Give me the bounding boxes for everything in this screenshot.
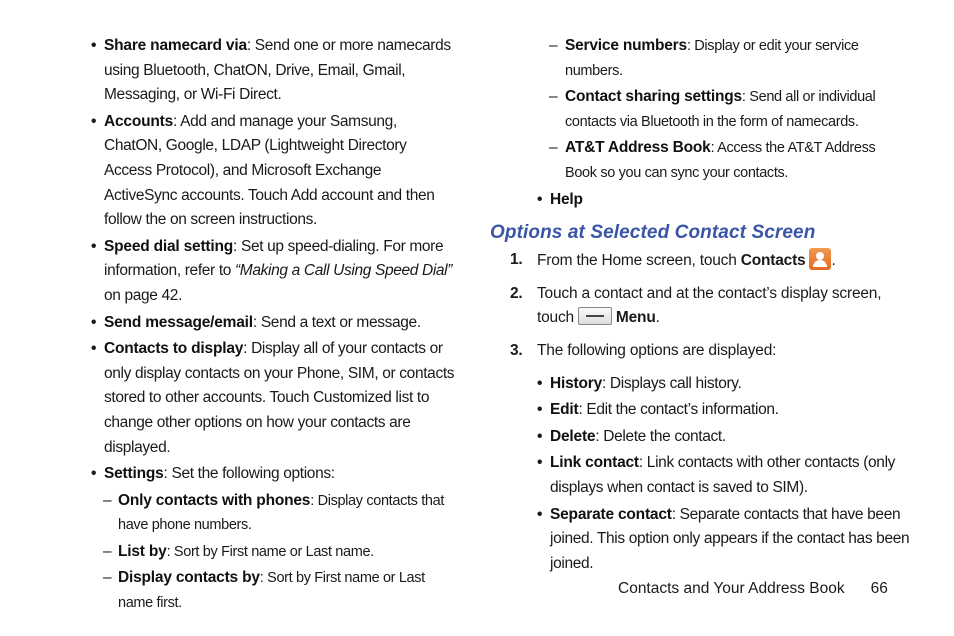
left-column [90,34,456,618]
setting-list-by: – List by: Sort by First name or Last name. [90,540,456,565]
option-delete: • Delete: Delete the contact. [490,425,910,450]
menu-key-icon [578,307,612,325]
right-column [490,34,910,578]
option-edit: • Edit: Edit the contact’s information. [490,398,910,423]
setting-only-contacts-with-phones: – Only contacts with phones: Display contacts that have phone numbers. [90,489,456,538]
option-accounts: • Accounts: Add and manage your Samsung, ChatON, Google, LDAP (Lightweight Directory Access Protocol), and Microsoft Exchange ActiveSync accounts. Touch Add account and then follow the on screen instructions. [90,110,456,233]
displayed-options-list [490,372,910,577]
setting-att-address-book: – AT&T Address Book: Access the AT&T Address Book so you can sync your contacts. [490,136,910,185]
contacts-app-icon [809,248,831,270]
option-link-contact: • Link contact: Link contacts with other contacts (only displays when contact is saved to SIM). [490,451,910,500]
step-2: 2. Touch a contact and at the contact’s display screen, touch Menu. [510,284,882,327]
option-separate-contact: • Separate contact: Separate contacts that have been joined. This option only appears if the contact has been joined. [490,503,910,577]
option-send-message: • Send message/email: Send a text or message. [90,311,456,336]
page-number: 66 [870,580,888,597]
option-settings: • Settings: Set the following options: [90,462,456,487]
option-share-namecard: • Share namecard via: Send one or more namecards using Bluetooth, ChatON, Drive, Email, Gmail, Messaging, or Wi-Fi Direct. [90,34,456,108]
setting-contact-sharing: – Contact sharing settings: Send all or individual contacts via Bluetooth in the form of namecards. [490,85,910,134]
section-heading: Options at Selected Contact Screen [490,222,816,244]
option-speed-dial: • Speed dial setting: Set up speed-dialing. For more information, refer to “Making a Call Using Speed Dial” on page 42. [90,235,456,309]
setting-service-numbers: – Service numbers: Display or edit your service numbers. [490,34,910,83]
speed-dial-reference: “Making a Call Using Speed Dial” [235,262,453,280]
page-footer [618,578,888,600]
option-contacts-to-display: • Contacts to display: Display all of your contacts or only display contacts on your Phone, SIM, or contacts stored to other accounts. Touch Customized list to change other options on how your contacts are displayed. [90,337,456,460]
option-help: • Help [490,188,910,213]
footer-title: Contacts and Your Address Book [618,580,845,597]
step-3: 3. The following options are displayed: [510,341,777,359]
setting-display-contacts-by: – Display contacts by: Sort by First name or Last name first. [90,566,456,615]
option-history: • History: Displays call history. [490,372,910,397]
step-1: 1. From the Home screen, touch Contacts . [490,248,910,274]
